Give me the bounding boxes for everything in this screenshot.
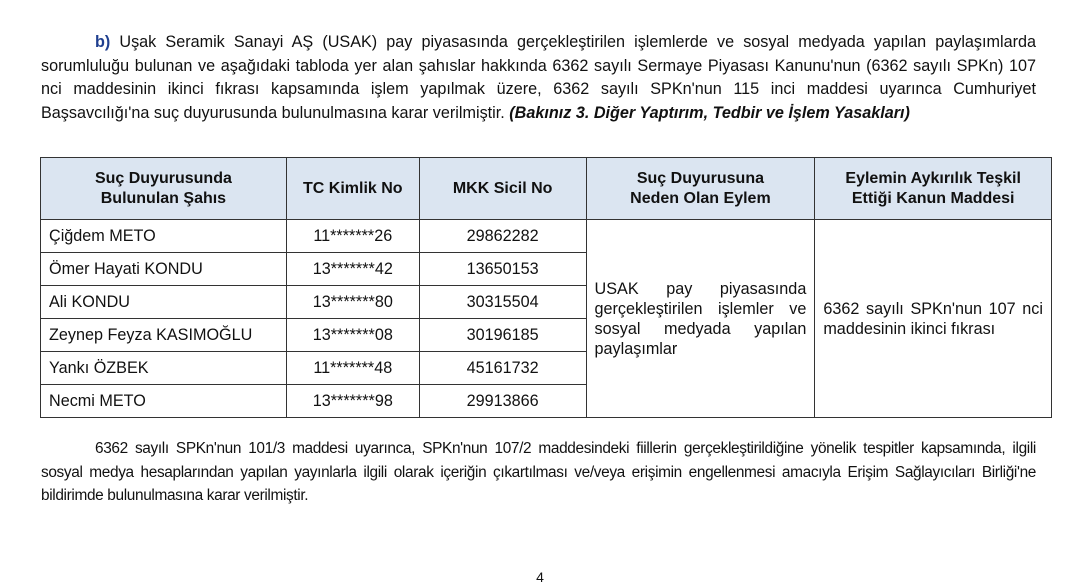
header-mkk-no: MKK Sicil No	[419, 158, 586, 220]
person-name: Ömer Hayati KONDU	[41, 253, 287, 286]
mkk-no: 45161732	[419, 352, 586, 385]
criminal-complaint-table	[40, 157, 1052, 418]
action-cell: USAK pay piyasasında gerçekleştirilen işlemler ve sosyal medyada yapılan paylaşımlar	[586, 220, 815, 418]
mkk-no: 29913866	[419, 385, 586, 418]
mkk-no: 30196185	[419, 319, 586, 352]
intro-text: Uşak Seramik Sanayi AŞ (USAK) pay piyasasında gerçekleştirilen işlemlerde ve sosyal medyada yapılan paylaşımlarda sorumluluğu bulunan ve aşağıdaki tabloda yer alan şahıslar hakkında 6362 sayılı Sermaye Piyasası Kanunu'nun (6362 sayılı SPKn) 107 nci maddesinin ikinci fıkrası kapsamında işlem yapılmak üzere, 6362 sayılı SPKn'nun 115 inci maddesi uyarınca Cumhuriyet Başsavcılığı'na suç duyurusunda bulunulmasına karar verilmiştir.	[41, 33, 1036, 122]
tc-no: 13*******80	[286, 286, 419, 319]
person-name: Zeynep Feyza KASIMOĞLU	[41, 319, 287, 352]
header-tc-no: TC Kimlik No	[286, 158, 419, 220]
person-name: Ali KONDU	[41, 286, 287, 319]
page-number: 4	[536, 569, 544, 585]
tc-no: 13*******08	[286, 319, 419, 352]
table-header-row	[41, 158, 1052, 220]
law-article-cell: 6362 sayılı SPKn'nun 107 nci maddesinin ikinci fıkrası	[815, 220, 1052, 418]
tc-no: 11*******48	[286, 352, 419, 385]
person-name: Yankı ÖZBEK	[41, 352, 287, 385]
mkk-no: 30315504	[419, 286, 586, 319]
header-law-article: Eylemin Aykırılık Teşkil Ettiği Kanun Maddesi	[815, 158, 1052, 220]
header-action: Suç Duyurusuna Neden Olan Eylem	[586, 158, 815, 220]
table-row	[41, 220, 1052, 253]
person-name: Çiğdem METO	[41, 220, 287, 253]
tc-no: 11*******26	[286, 220, 419, 253]
intro-paragraph	[41, 31, 1036, 125]
mkk-no: 29862282	[419, 220, 586, 253]
tc-no: 13*******42	[286, 253, 419, 286]
closing-paragraph	[41, 437, 1036, 508]
mkk-no: 13650153	[419, 253, 586, 286]
header-person: Suç Duyurusunda Bulunulan Şahıs	[41, 158, 287, 220]
section-label: b)	[95, 33, 111, 51]
tc-no: 13*******98	[286, 385, 419, 418]
closing-text: 6362 sayılı SPKn'nun 101/3 maddesi uyarınca, SPKn'nun 107/2 maddesindeki fiillerin gerçekleştirildiğine yönelik tespitler kapsamında, ilgili sosyal medya hesaplarından yapılan yayınlarla ilgili olarak içeriğin çıkartılması ve/veya erişimin engellenmesi amacıyla Erişim Sağlayıcıları Birliği'ne bildirimde bulunulmasına karar verilmiştir.	[41, 440, 1036, 504]
person-name: Necmi METO	[41, 385, 287, 418]
intro-reference: (Bakınız 3. Diğer Yaptırım, Tedbir ve İşlem Yasakları)	[509, 103, 910, 122]
